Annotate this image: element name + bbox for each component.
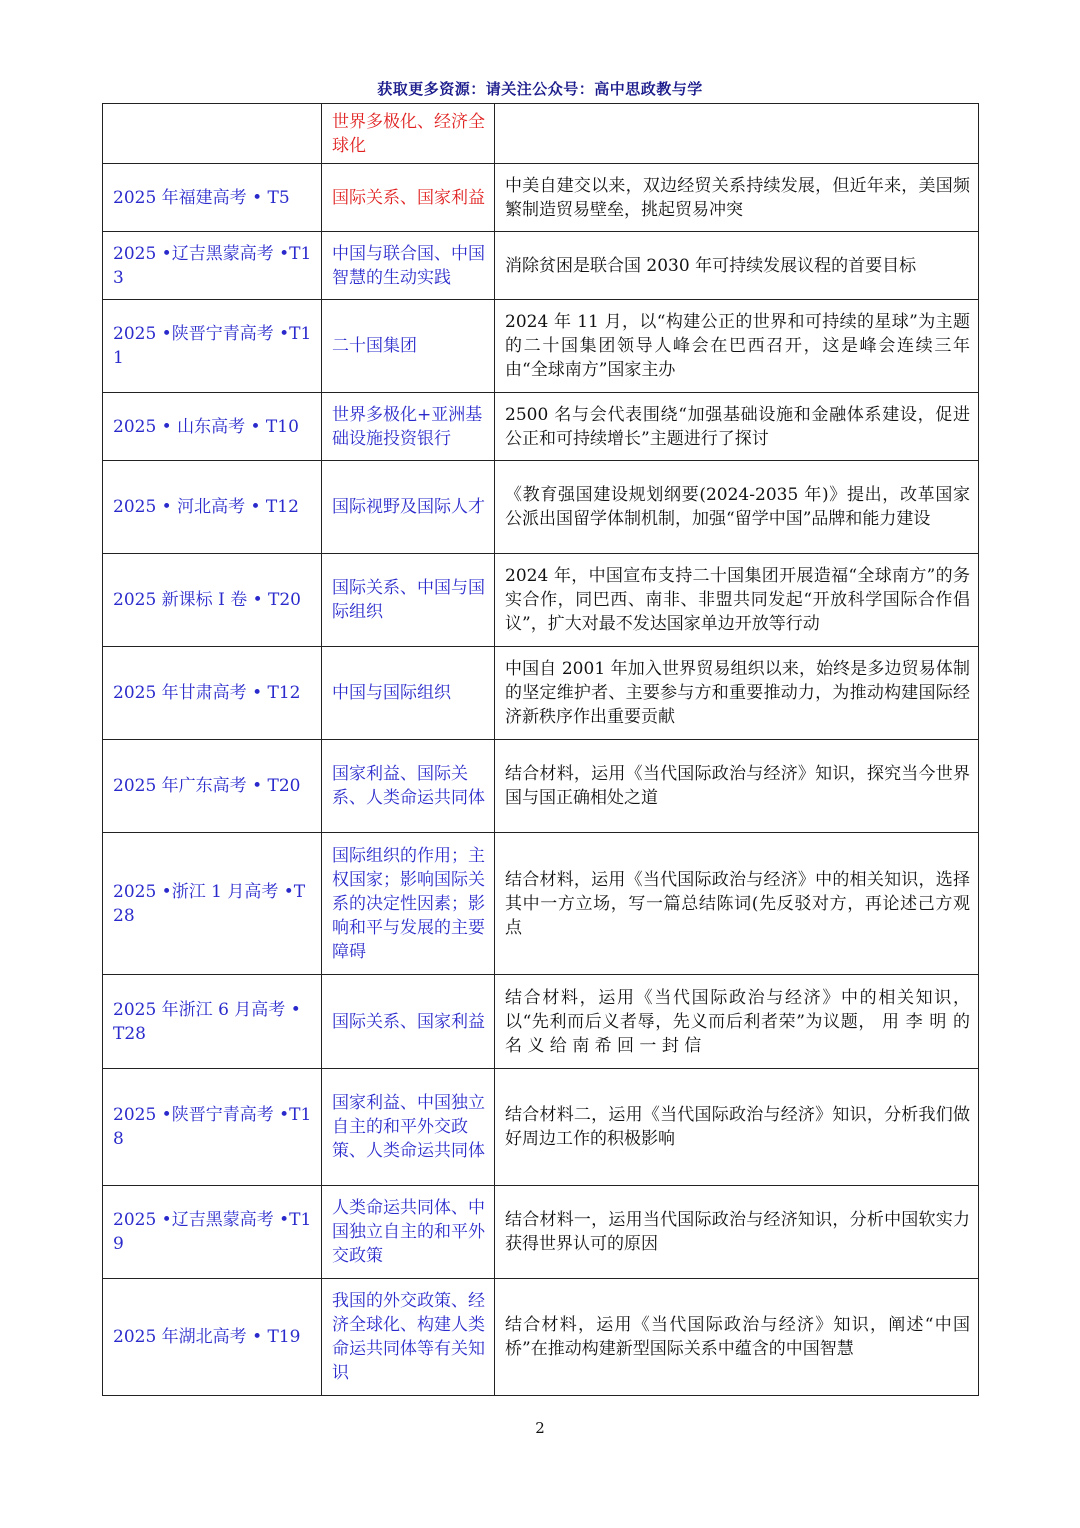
table-row — [103, 1069, 979, 1186]
topic-cell: 二十国集团 — [322, 300, 495, 393]
material-cell: 2024 年，中国宣布支持二十国集团开展造福“全球南方”的务实合作，同巴西、南非、非盟共同发起“开放科学国际合作倡议”，扩大对最不发达国家单边开放等行动 — [495, 554, 979, 647]
table-row — [103, 164, 979, 232]
table-row — [103, 554, 979, 647]
material-cell: 中美自建交以来，双边经贸关系持续发展，但近年来，美国频繁制造贸易壁垒，挑起贸易冲突 — [495, 164, 979, 232]
material-cell: 结合材料二，运用《当代国际政治与经济》知识，分析我们做好周边工作的积极影响 — [495, 1069, 979, 1186]
table-row — [103, 647, 979, 740]
exam-cell: 2025 年甘肃高考 • T12 — [103, 647, 322, 740]
exam-cell: 2025 年广东高考 • T20 — [103, 740, 322, 833]
exam-cell: 2025 年浙江 6 月高考 • T28 — [103, 975, 322, 1069]
topic-cell: 中国与联合国、中国智慧的生动实践 — [322, 232, 495, 300]
material-cell: 结合材料，运用《当代国际政治与经济》知识，阐述“中国桥”在推动构建新型国际关系中蕴含的中国智慧 — [495, 1279, 979, 1396]
topic-cell: 国际关系、国家利益 — [322, 975, 495, 1069]
table-row — [103, 461, 979, 554]
topic-cell: 世界多极化+亚洲基础设施投资银行 — [322, 393, 495, 461]
material-cell: 结合材料，运用《当代国际政治与经济》中的相关知识，以“先利而后义者辱，先义而后利者荣”为议题， 用 李 明 的 名 义 给 南 希 回 一 封 信 — [495, 975, 979, 1069]
exam-cell: 2025 •陕晋宁青高考 •T11 — [103, 300, 322, 393]
exam-cell: 2025 年湖北高考 • T19 — [103, 1279, 322, 1396]
exam-cell: 2025 新课标 I 卷 • T20 — [103, 554, 322, 647]
material-cell: 结合材料，运用《当代国际政治与经济》知识，探究当今世界国与国正确相处之道 — [495, 740, 979, 833]
material-cell: 结合材料一，运用当代国际政治与经济知识，分析中国软实力获得世界认可的原因 — [495, 1186, 979, 1279]
topic-cell: 世界多极化、经济全球化 — [322, 104, 495, 164]
material-cell: 2500 名与会代表围绕“加强基础设施和金融体系建设，促进公正和可持续增长”主题进行了探讨 — [495, 393, 979, 461]
topics-table — [102, 103, 979, 1396]
material-cell — [495, 104, 979, 164]
table-row — [103, 393, 979, 461]
topic-cell: 国际关系、国家利益 — [322, 164, 495, 232]
material-cell: 《教育强国建设规划纲要(2024-2035 年)》提出，改革国家公派出国留学体制机制，加强“留学中国”品牌和能力建设 — [495, 461, 979, 554]
exam-cell: 2025 •辽吉黑蒙高考 •T13 — [103, 232, 322, 300]
exam-cell: 2025 • 河北高考 • T12 — [103, 461, 322, 554]
table-row — [103, 975, 979, 1069]
topic-cell: 国家利益、国际关系、人类命运共同体 — [322, 740, 495, 833]
exam-cell: 2025 年福建高考 • T5 — [103, 164, 322, 232]
page-number: 2 — [535, 1419, 545, 1437]
material-cell: 消除贫困是联合国 2030 年可持续发展议程的首要目标 — [495, 232, 979, 300]
exam-cell: 2025 •辽吉黑蒙高考 •T19 — [103, 1186, 322, 1279]
topic-cell: 中国与国际组织 — [322, 647, 495, 740]
table-row — [103, 833, 979, 975]
exam-cell: 2025 • 山东高考 • T10 — [103, 393, 322, 461]
material-cell: 2024 年 11 月，以“构建公正的世界和可持续的星球”为主题的二十国集团领导人峰会在巴西召开，这是峰会连续三年由“全球南方”国家主办 — [495, 300, 979, 393]
table-row — [103, 740, 979, 833]
page-header: 获取更多资源：请关注公众号：高中思政教与学 — [377, 80, 703, 98]
topic-cell: 国际组织的作用；主权国家；影响国际关系的决定性因素；影响和平与发展的主要障碍 — [322, 833, 495, 975]
table-row — [103, 232, 979, 300]
topic-cell: 人类命运共同体、中国独立自主的和平外交政策 — [322, 1186, 495, 1279]
table-row — [103, 104, 979, 164]
material-cell: 中国自 2001 年加入世界贸易组织以来，始终是多边贸易体制的坚定维护者、主要参与方和重要推动力，为推动构建国际经济新秩序作出重要贡献 — [495, 647, 979, 740]
topic-cell: 国际关系、中国与国际组织 — [322, 554, 495, 647]
exam-cell: 2025 •浙江 1 月高考 •T28 — [103, 833, 322, 975]
table-row — [103, 1186, 979, 1279]
topic-cell: 国际视野及国际人才 — [322, 461, 495, 554]
material-cell: 结合材料，运用《当代国际政治与经济》中的相关知识，选择其中一方立场，写一篇总结陈词(先反驳对方，再论述己方观点 — [495, 833, 979, 975]
exam-cell: 2025 •陕晋宁青高考 •T18 — [103, 1069, 322, 1186]
table-row — [103, 1279, 979, 1396]
exam-cell — [103, 104, 322, 164]
table-row — [103, 300, 979, 393]
topic-cell: 国家利益、中国独立自主的和平外交政策、人类命运共同体 — [322, 1069, 495, 1186]
topic-cell: 我国的外交政策、经济全球化、构建人类命运共同体等有关知识 — [322, 1279, 495, 1396]
